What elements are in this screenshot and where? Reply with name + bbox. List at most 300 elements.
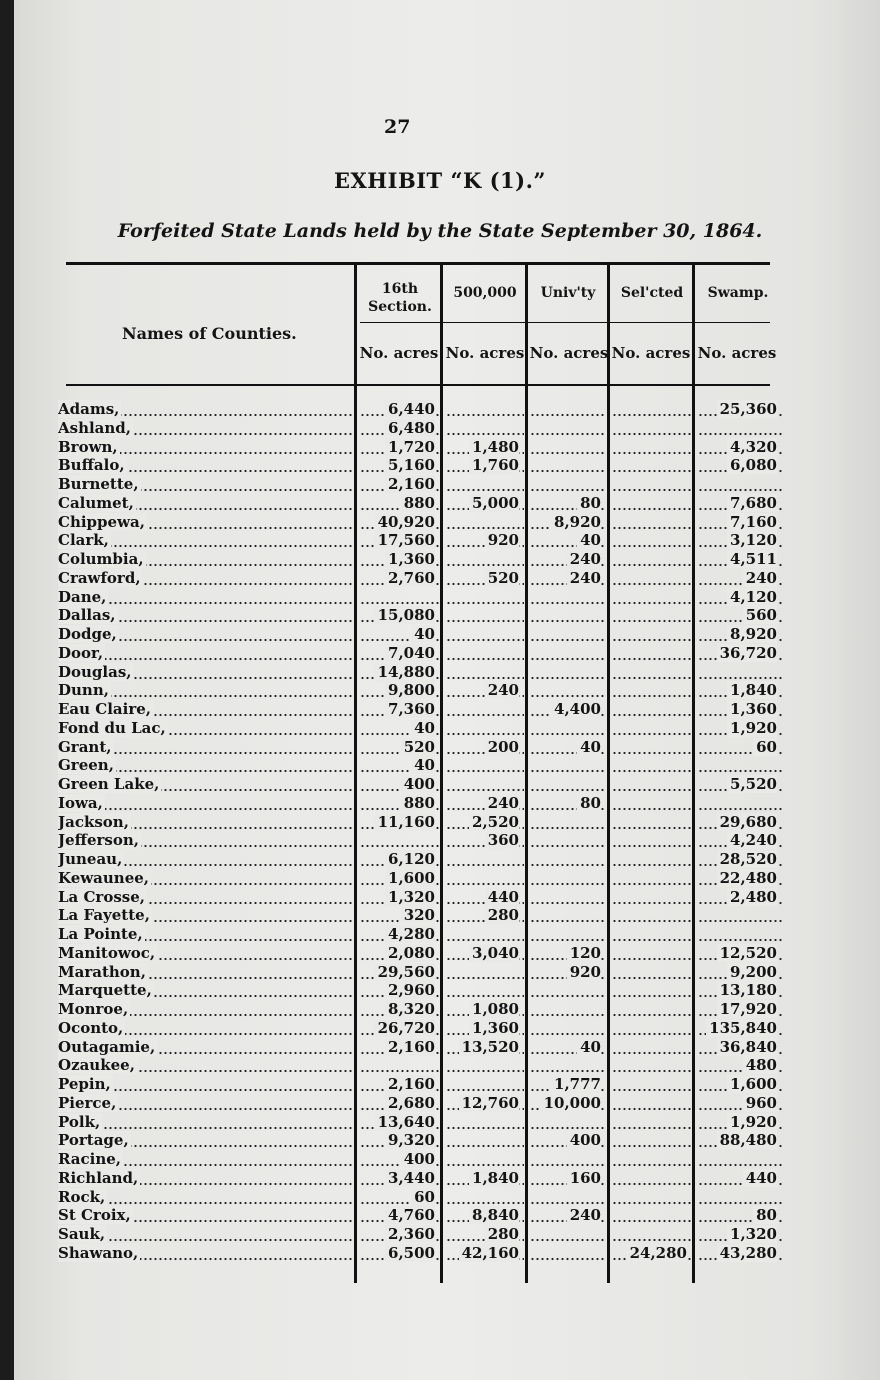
university-acres	[530, 813, 606, 832]
five-hundred-acres	[446, 1075, 524, 1094]
swamp-acres	[698, 438, 782, 457]
acres-value: 520	[485, 569, 519, 587]
table-row	[0, 1150, 880, 1169]
swamp-acres	[698, 569, 782, 588]
county-name	[58, 794, 354, 813]
university-acres	[530, 1075, 606, 1094]
county-name-text: Fond du Lac,	[58, 718, 166, 737]
five-hundred-acres	[446, 925, 524, 944]
university-acres	[530, 644, 606, 663]
section16-acres	[360, 944, 440, 963]
section16-acres	[360, 438, 440, 457]
unit-label-selected: No. acres	[611, 344, 691, 362]
table-row	[0, 513, 880, 532]
selected-acres	[612, 588, 692, 607]
university-acres	[530, 719, 606, 738]
acres-value: 280	[485, 906, 519, 924]
swamp-acres	[698, 1169, 782, 1188]
five-hundred-acres	[446, 1244, 524, 1263]
table-row	[0, 794, 880, 813]
university-acres	[530, 438, 606, 457]
county-name	[58, 456, 354, 475]
table-row	[0, 925, 880, 944]
selected-acres	[612, 1038, 692, 1057]
county-name-text: Clark,	[58, 531, 109, 550]
section16-acres	[360, 738, 440, 757]
table-row	[0, 644, 880, 663]
county-name-text: Outagamie,	[58, 1037, 156, 1056]
acres-value: 1,840	[469, 1169, 519, 1187]
county-name	[58, 1244, 354, 1263]
selected-acres	[612, 513, 692, 532]
university-acres	[530, 1094, 606, 1113]
acres-value: 5,000	[469, 494, 519, 512]
county-name-text: Oconto,	[58, 1018, 124, 1037]
table-row	[0, 1056, 880, 1075]
five-hundred-acres	[446, 1206, 524, 1225]
section16-acres	[360, 1131, 440, 1150]
swamp-acres	[698, 663, 782, 682]
selected-acres	[612, 1019, 692, 1038]
swamp-acres	[698, 513, 782, 532]
acres-value: 400	[567, 1131, 601, 1149]
acres-value: 8,920	[551, 513, 601, 531]
acres-value: 1,600	[727, 1075, 777, 1093]
acres-value: 9,200	[727, 963, 777, 981]
table-row	[0, 1244, 880, 1263]
county-name	[58, 775, 354, 794]
acres-value: 320	[401, 906, 435, 924]
acres-value: 5,520	[727, 775, 777, 793]
county-name-text: Ozaukee,	[58, 1056, 135, 1075]
acres-value: 80	[577, 494, 601, 512]
five-hundred-acres	[446, 906, 524, 925]
selected-acres	[612, 1131, 692, 1150]
acres-value: 240	[567, 550, 601, 568]
swamp-acres	[698, 831, 782, 850]
section16-acres	[360, 681, 440, 700]
swamp-acres	[698, 419, 782, 438]
acres-value: 3,120	[727, 531, 777, 549]
acres-value: 4,240	[727, 831, 777, 849]
five-hundred-acres	[446, 756, 524, 775]
header-mid-rule	[360, 322, 770, 323]
table-row	[0, 869, 880, 888]
acres-value: 6,080	[727, 456, 777, 474]
county-name	[58, 1131, 354, 1150]
county-name-text: La Pointe,	[58, 925, 143, 943]
county-name	[58, 813, 354, 832]
section16-acres	[360, 625, 440, 644]
university-acres	[530, 681, 606, 700]
university-acres	[530, 1206, 606, 1225]
section16-header: 16th Section.	[368, 281, 432, 315]
acres-value: 4,280	[385, 925, 435, 943]
page-number: 27	[384, 116, 411, 138]
section16-acres	[360, 981, 440, 1000]
five-hundred-acres	[446, 625, 524, 644]
swamp-acres	[698, 756, 782, 775]
swamp-acres	[698, 813, 782, 832]
five-hundred-acres	[446, 850, 524, 869]
university-acres	[530, 419, 606, 438]
five-hundred-acres	[446, 1094, 524, 1113]
county-name-text: Dunn,	[58, 681, 109, 700]
acres-value: 1,360	[385, 550, 435, 568]
selected-acres	[612, 869, 692, 888]
acres-value: 360	[485, 831, 519, 849]
selected-acres	[612, 1000, 692, 1019]
table-subtitle: Forfeited State Lands held by the State September 30, 1864.	[117, 220, 763, 242]
selected-acres	[612, 756, 692, 775]
table-row	[0, 1169, 880, 1188]
selected-acres	[612, 1188, 692, 1207]
swamp-acres	[698, 1131, 782, 1150]
county-name-text: Sauk,	[58, 1225, 106, 1243]
county-name-text: Portage,	[58, 1131, 129, 1150]
selected-acres	[612, 906, 692, 925]
acres-value: 1,360	[727, 700, 777, 718]
section16-acres	[360, 531, 440, 550]
acres-value: 60	[411, 1188, 435, 1206]
county-name	[58, 1225, 354, 1244]
section16-acres	[360, 906, 440, 925]
county-name-text: La Crosse,	[58, 887, 145, 906]
university-acres	[530, 944, 606, 963]
county-name-text: Marathon,	[58, 962, 146, 981]
five-hundred-acres	[446, 644, 524, 663]
five-hundred-acres	[446, 606, 524, 625]
section16-acres	[360, 1113, 440, 1132]
swamp-acres	[698, 719, 782, 738]
acres-value: 3,440	[385, 1169, 435, 1187]
swamp-acres	[698, 475, 782, 494]
swamp-acres	[698, 606, 782, 625]
county-name-text: Grant,	[58, 737, 112, 756]
acres-value: 17,560	[375, 531, 435, 549]
selected-acres	[612, 419, 692, 438]
swamp-acres	[698, 1113, 782, 1132]
table-row	[0, 981, 880, 1000]
selected-acres	[612, 794, 692, 813]
section16-acres	[360, 1150, 440, 1169]
acres-value: 25,360	[717, 400, 777, 418]
section16-acres	[360, 1019, 440, 1038]
selected-acres	[612, 681, 692, 700]
section16-acres	[360, 644, 440, 663]
swamp-header: Swamp.	[707, 285, 769, 301]
acres-value: 1,320	[385, 888, 435, 906]
county-name-text: Dodge,	[58, 625, 117, 643]
section16-acres	[360, 475, 440, 494]
acres-value: 200	[485, 738, 519, 756]
five-hundred-acres	[446, 1038, 524, 1057]
acres-value: 880	[401, 794, 435, 812]
university-acres	[530, 494, 606, 513]
selected-acres	[612, 494, 692, 513]
table-row	[0, 588, 880, 607]
table-row	[0, 719, 880, 738]
county-name	[58, 944, 354, 963]
section16-acres	[360, 588, 440, 607]
county-name	[58, 1075, 354, 1094]
acres-value: 43,280	[717, 1244, 777, 1262]
table-row	[0, 1131, 880, 1150]
selected-acres	[612, 663, 692, 682]
county-name-text: Jefferson,	[58, 831, 139, 850]
swamp-acres	[698, 456, 782, 475]
acres-value: 26,720	[375, 1019, 435, 1037]
section16-acres	[360, 1225, 440, 1244]
county-name	[58, 831, 354, 850]
university-acres	[530, 1169, 606, 1188]
county-name-text: Chippewa,	[58, 512, 145, 531]
acres-value: 2,480	[727, 888, 777, 906]
acres-value: 880	[401, 494, 435, 512]
five-hundred-acres	[446, 569, 524, 588]
section16-acres	[360, 963, 440, 982]
university-acres	[530, 831, 606, 850]
selected-acres	[612, 1225, 692, 1244]
table-row	[0, 888, 880, 907]
acres-value: 240	[485, 681, 519, 699]
acres-value: 36,840	[717, 1038, 777, 1056]
selected-acres	[612, 738, 692, 757]
acres-value: 8,920	[727, 625, 777, 643]
acres-value: 920	[485, 531, 519, 549]
table-row	[0, 625, 880, 644]
five-hundred-acres	[446, 944, 524, 963]
five-hundred-acres	[446, 550, 524, 569]
table-row	[0, 1225, 880, 1244]
five-hundred-acres	[446, 513, 524, 532]
acres-value: 240	[567, 569, 601, 587]
section16-acres	[360, 888, 440, 907]
selected-acres	[612, 1206, 692, 1225]
section16-acres	[360, 925, 440, 944]
county-name	[58, 719, 354, 738]
swamp-acres	[698, 775, 782, 794]
county-name-text: Adams,	[58, 400, 120, 418]
university-acres	[530, 1113, 606, 1132]
county-name-text: Dane,	[58, 587, 107, 606]
acres-value: 6,480	[385, 419, 435, 437]
swamp-acres	[698, 494, 782, 513]
selected-acres	[612, 1056, 692, 1075]
university-acres	[530, 888, 606, 907]
acres-value: 42,160	[459, 1244, 519, 1262]
acres-value: 7,040	[385, 644, 435, 662]
table-row	[0, 813, 880, 832]
table-row	[0, 963, 880, 982]
university-acres	[530, 1038, 606, 1057]
acres-value: 80	[577, 794, 601, 812]
acres-value: 960	[743, 1094, 777, 1112]
acres-value: 1,920	[727, 1113, 777, 1131]
county-name-text: Rock,	[58, 1187, 106, 1206]
acres-value: 40	[577, 1038, 601, 1056]
acres-value: 1,777	[551, 1075, 601, 1093]
five-hundred-acres	[446, 1150, 524, 1169]
selected-header: Sel'cted	[620, 285, 684, 301]
table-row	[0, 831, 880, 850]
acres-value: 7,680	[727, 494, 777, 512]
county-name	[58, 700, 354, 719]
acres-value: 36,720	[717, 644, 777, 662]
section16-acres	[360, 456, 440, 475]
selected-acres	[612, 700, 692, 719]
acres-value: 13,180	[717, 981, 777, 999]
university-acres	[530, 1150, 606, 1169]
university-acres	[530, 981, 606, 1000]
swamp-acres	[698, 944, 782, 963]
selected-acres	[612, 475, 692, 494]
table-row	[0, 700, 880, 719]
section16-acres	[360, 494, 440, 513]
section16-acres	[360, 850, 440, 869]
acres-value: 88,480	[717, 1131, 777, 1149]
table-row	[0, 738, 880, 757]
acres-value: 2,680	[385, 1094, 435, 1112]
acres-value: 29,560	[375, 963, 435, 981]
section16-acres	[360, 513, 440, 532]
acres-value: 1,360	[469, 1019, 519, 1037]
five-hundred-acres	[446, 719, 524, 738]
university-acres	[530, 775, 606, 794]
county-name-text: Iowa,	[58, 793, 103, 812]
selected-acres	[612, 606, 692, 625]
table-row	[0, 569, 880, 588]
five-hundred-acres	[446, 531, 524, 550]
five-hundred-acres	[446, 831, 524, 850]
counties-header: Names of Counties.	[122, 324, 297, 343]
acres-value: 4,511	[727, 550, 777, 568]
swamp-acres	[698, 794, 782, 813]
university-acres	[530, 400, 606, 419]
acres-value: 135,840	[706, 1019, 777, 1037]
county-name-text: Columbia,	[58, 550, 144, 568]
five-hundred-acres	[446, 813, 524, 832]
university-acres	[530, 906, 606, 925]
table-row	[0, 906, 880, 925]
section16-acres	[360, 1094, 440, 1113]
acres-value: 2,160	[385, 475, 435, 493]
swamp-acres	[698, 1075, 782, 1094]
university-acres	[530, 1188, 606, 1207]
selected-acres	[612, 531, 692, 550]
acres-value: 13,520	[459, 1038, 519, 1056]
selected-acres	[612, 1094, 692, 1113]
county-name-text: Marquette,	[58, 981, 152, 1000]
university-acres	[530, 1244, 606, 1263]
university-acres	[530, 700, 606, 719]
acres-value: 17,920	[717, 1000, 777, 1018]
swamp-acres	[698, 550, 782, 569]
selected-acres	[612, 456, 692, 475]
county-name	[58, 850, 354, 869]
table-top-rule	[66, 262, 770, 265]
table-row	[0, 606, 880, 625]
selected-acres	[612, 438, 692, 457]
county-name-text: Green,	[58, 756, 114, 775]
swamp-acres	[698, 1244, 782, 1263]
section16-acres	[360, 869, 440, 888]
acres-value: 10,000	[541, 1094, 601, 1112]
five-hundred-acres	[446, 794, 524, 813]
acres-value: 240	[485, 794, 519, 812]
university-acres	[530, 1000, 606, 1019]
acres-value: 1,760	[469, 456, 519, 474]
county-name-text: Kewaunee,	[58, 868, 150, 887]
five-hundred-acres	[446, 869, 524, 888]
university-acres	[530, 756, 606, 775]
university-acres	[530, 738, 606, 757]
section16-acres	[360, 700, 440, 719]
unit-label-section16: No. acres	[359, 344, 439, 362]
five-hundred-acres	[446, 981, 524, 1000]
selected-acres	[612, 550, 692, 569]
selected-acres	[612, 831, 692, 850]
unit-label-500000: No. acres	[445, 344, 525, 362]
county-name	[58, 1094, 354, 1113]
county-name	[58, 981, 354, 1000]
county-name-text: La Fayette,	[58, 906, 150, 925]
acres-value: 240	[567, 1206, 601, 1224]
county-name-text: Racine,	[58, 1150, 122, 1168]
county-name	[58, 1038, 354, 1057]
university-acres	[530, 869, 606, 888]
acres-value: 6,500	[385, 1244, 435, 1262]
county-name-text: Pierce,	[58, 1093, 117, 1112]
five-hundred-acres	[446, 1019, 524, 1038]
selected-acres	[612, 400, 692, 419]
acres-value: 15,080	[375, 606, 435, 624]
section16-acres	[360, 1038, 440, 1057]
county-name	[58, 494, 354, 513]
county-name	[58, 1169, 354, 1188]
acres-value: 1,080	[469, 1000, 519, 1018]
county-name-text: Manitowoc,	[58, 943, 156, 962]
county-name-text: Douglas,	[58, 662, 132, 681]
acres-value: 120	[567, 944, 601, 962]
table-row	[0, 1113, 880, 1132]
swamp-acres	[698, 681, 782, 700]
swamp-acres	[698, 625, 782, 644]
acres-value: 5,160	[385, 456, 435, 474]
section16-acres	[360, 775, 440, 794]
five-hundred-acres	[446, 681, 524, 700]
selected-acres	[612, 813, 692, 832]
acres-value: 2,160	[385, 1038, 435, 1056]
header-bottom-rule	[66, 384, 770, 386]
table-row	[0, 850, 880, 869]
exhibit-title: EXHIBIT “K (1).”	[334, 168, 546, 193]
section16-acres	[360, 831, 440, 850]
university-header: Univ'ty	[540, 285, 596, 301]
acres-value: 6,120	[385, 850, 435, 868]
swamp-acres	[698, 644, 782, 663]
county-name	[58, 1206, 354, 1225]
acres-value: 13,640	[375, 1113, 435, 1131]
acres-value: 7,360	[385, 700, 435, 718]
swamp-acres	[698, 869, 782, 888]
acres-value: 40	[411, 756, 435, 774]
five-hundred-acres	[446, 400, 524, 419]
selected-acres	[612, 569, 692, 588]
selected-acres	[612, 888, 692, 907]
acres-value: 520	[401, 738, 435, 756]
table-row	[0, 400, 880, 419]
